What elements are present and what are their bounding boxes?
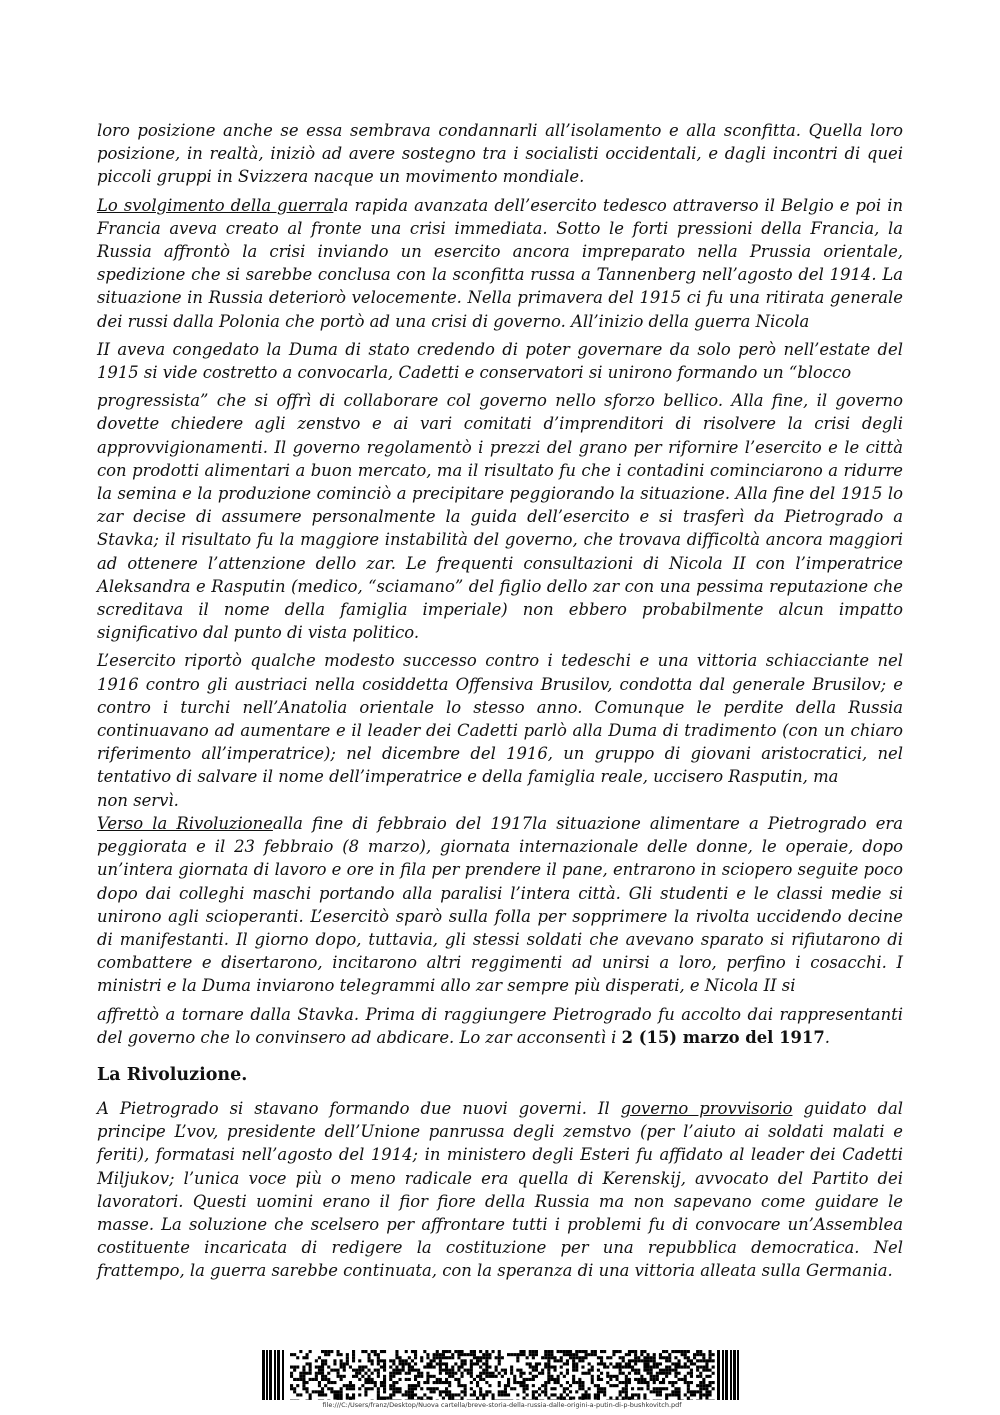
paragraph-7 (97, 1003, 903, 1049)
paragraph-2 (97, 194, 903, 333)
paragraph-8-b: guidato dal principe L’vov, presidente dell’Unione panrussa degli zemstvo (per l’aiuto ai soldati malati e feriti), formatasi nell’agosto del 1914; in ministero degli Esteri fu affidato al leader dei Cadetti Miljukov; l’unica voce più o meno radicale era quella di Kerenskij, avvocato del Partito dei lavoratori. Questi uomini erano il fior fiore della Russia ma non sapevano come guidare le masse. La soluzione che scelsero per affrontare tutti i problemi fu di convocare un’Assemblea costituente incaricata di redigere la costituzione per una repubblica democratica. Nel frattempo, la guerra sarebbe continuata, con la speranza di una vittoria alleata sulla Germania. (97, 1098, 903, 1281)
paragraph-6-text: alla fine di febbraio del 1917la situazione alimentare a Pietrogrado era peggiorata e il 23 febbraio (8 marzo), giornata internazionale delle donne, le operaie, dopo un’intera giornata di lavoro e ore in fila per prendere il pane, entrarono in sciopero seguite poco dopo dai colleghi maschi portando alla paralisi l’intera città. Gli studenti e le classi medie si unirono agli scioperanti. L’esercitò sparò sulla folla per sopprimere la rivolta uccidendo decine di manifestanti. Il giorno dopo, tuttavia, gli stessi soldati che avevano sparato si rifiutarono di combattere e disertarono, incitarono altri reggimenti ad unirsi a loro, perfino i cosacchi. I ministri e la Duma inviarono telegrammi allo zar sempre più disperati, e Nicola II si (97, 813, 904, 996)
paragraph-5-end: non servì. (97, 790, 179, 810)
link-governo-provvisorio[interactable]: governo provvisorio (620, 1098, 793, 1118)
section-heading: La Rivoluzione. (97, 1064, 248, 1085)
paragraph-1: loro posizione anche se essa sembrava condannarli all’isolamento e alla sconfitta. Quella loro posizione, in realtà, iniziò ad avere sostegno tra i socialisti occidentali, e dagli incontri di quei piccoli gruppi in Svizzera nacque un movimento mondiale. (97, 121, 903, 187)
document-page (97, 119, 903, 1288)
paragraph-6 (97, 812, 903, 998)
paragraph-2-text: la rapida avanzata dell’esercito tedesco attraverso il Belgio e poi in Francia aveva creato al fronte una crisi immediata. Sotto le forti pressioni della Francia, la Russia affrontò la crisi inviando un esercito ancora impreparato nella Prussia orientale, spedizione che si sarebbe conclusa con la sconfitta russa a Tannenberg nell’agosto del 1914. La situazione in Russia deteriorò velocemente. Nella primavera del 1915 ci fu una ritirata generale dei russi dalla Polonia che portò ad una crisi di governo. All’inizio della guerra Nicola (97, 195, 904, 331)
paragraph-7-end: . (824, 1027, 830, 1047)
footer-file-path: file:///C:/Users/franz/Desktop/Nuova cartella/breve-storia-della-russia-dalle-origini-a-putin-di-p-bushkovitch.pdf (322, 1401, 682, 1409)
abdication-date: 2 (15) marzo del 1917 (621, 1027, 825, 1047)
barcode-image (262, 1350, 740, 1400)
link-svolgimento-guerra[interactable]: Lo svolgimento della guerra (97, 195, 334, 215)
paragraph-8 (97, 1097, 903, 1283)
paragraph-7-text: affrettò a tornare dalla Stavka. Prima di raggiungere Pietrogrado fu accolto dai rappresentanti del governo che lo convinsero ad abdicare. Lo zar acconsentì i (97, 1004, 903, 1047)
page-footer (262, 1350, 742, 1412)
paragraph-4: progressista” che si offrì di collaborare col governo nello sforzo bellico. Alla fine, il governo dovette chiedere agli zenstvo e ai vari comitati d’imprenditori di risolvere la crisi degli approvvigionamenti. Il governo regolamentò i prezzi del grano per rifornire l’esercito e le città con prodotti alimentari a buon mercato, ma il risultato fu che i contadini cominciarono a ridurre la semina e la produzione cominciò a precipitare peggiorando la situazione. Alla fine del 1915 lo zar decise di assumere personalmente la guida dell’esercito e si trasferì da Pietrogrado a Stavka; il risultato fu la maggiore instabilità del governo, che trovava difficoltà ancora maggiori ad ottenere l’attenzione dello zar. Le frequenti consultazioni di Nicola II con l’imperatrice Aleksandra e Rasputin (medico, “sciamano” del figlio dello zar con una pessima reputazione che screditava il nome della famiglia imperiale) non ebbero probabilmente alcun impatto significativo dal punto di vista politico. (97, 391, 903, 643)
paragraph-5: L’esercito riportò qualche modesto successo contro i tedeschi e una vittoria schiacciante nel 1916 contro gli austriaci nella cosiddetta Offensiva Brusilov, condotta dal generale Brusilov; e contro i turchi nell’Anatolia orientale lo stesso anno. Comunque le perdite della Russia continuavano ad aumentare e il leader dei Cadetti parlò alla Duma di tradimento (con un chiaro riferimento all’imperatrice); nel dicembre del 1916, un gruppo di giovani aristocratici, nel tentativo di salvare il nome dell’imperatrice e della famiglia reale, uccisero Rasputin, ma (97, 651, 903, 787)
paragraph-8-a: A Pietrogrado si stavano formando due nuovi governi. Il (97, 1098, 621, 1118)
paragraph-3: II aveva congedato la Duma di stato credendo di poter governare da solo però nell’estate del 1915 si vide costretto a convocarla, Cadetti e conservatori si unirono formando un “blocco (97, 339, 903, 383)
link-verso-rivoluzione[interactable]: Verso la Rivoluzione (97, 813, 273, 833)
